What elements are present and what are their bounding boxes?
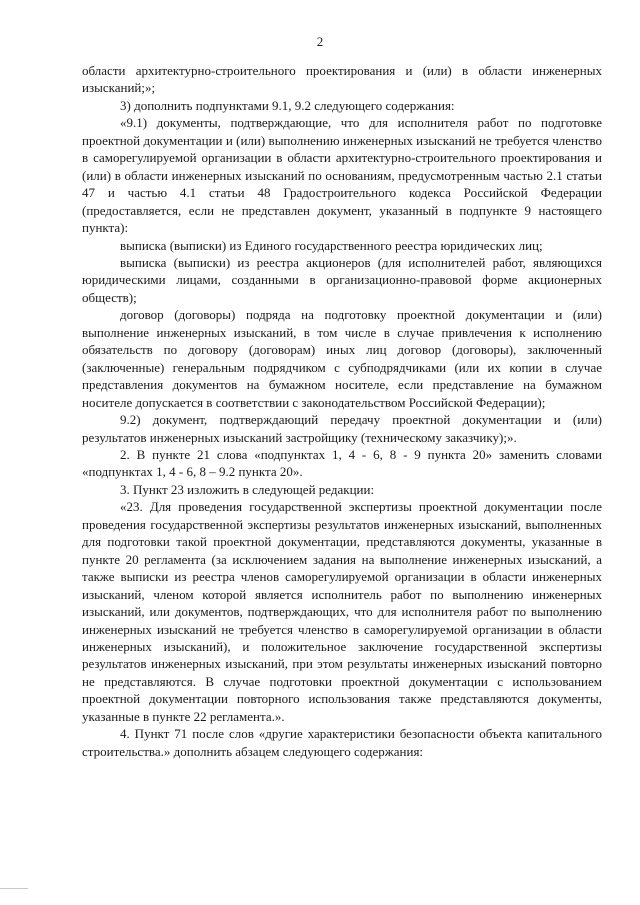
paragraph-subitem-9-1: «9.1) документы, подтверждающие, что для исполнителя работ по подготовке проектной документации и (или) выполнению инженерных изысканий не требуется членство в саморегулируемой организации в области архитектурно-строительного проектирования и (или) в области инженерных изысканий по основаниям, предусмотренным частью 2.1 статьи 47 и частью 4.1 статьи 48 Градостроительного кодекса Российской Федерации (предоставляется, если не представлен документ, указанный в подпункте 9 настоящего пункта): <box>82 115 602 236</box>
paragraph-contracts: договор (договоры) подряда на подготовку проектной документации и (или) выполнение инженерных изысканий, в том числе в случае привлечения к исполнению обязательств по договору (договорам) иных лиц договор (договоры), заключенный (заключенные) генеральным подрядчиком с субподрядчиками (или их копии в случае представления документов на бумажном носителе, если представление на бумажном носителе допускается в соответствии с законодательством Российской Федерации); <box>82 307 602 410</box>
scan-edge-mark <box>0 888 28 889</box>
document-body <box>82 62 602 760</box>
paragraph-item-23: «23. Для проведения государственной экспертизы проектной документации после проведения государственной экспертизы результатов инженерных изысканий, выполненных для подготовки такой проектной документации, представляются документы, указанные в пункте 20 регламента (за исключением задания на выполнение инженерных изысканий, а также выписки из реестра членов саморегулируемой организации в области инженерных изысканий, членом которой является исполнитель работ по выполнению инженерных изысканий, или документов, подтверждающих, что для исполнителя работ по выполнению инженерных изысканий не требуется членство в саморегулируемой организации в области инженерных изысканий), и положительное заключение государственной экспертизы результатов инженерных изысканий, при этом результаты инженерных изысканий повторно не представляются. В случае подготовки проектной документации с использованием проектной документации повторного использования также представляются документы, указанные в пункте 22 регламента.». <box>82 499 602 724</box>
paragraph-point-2: 2. В пункте 21 слова «подпунктах 1, 4 - 6, 8 - 9 пункта 20» заменить словами «подпунктах 1, 4 - 6, 8 – 9.2 пункта 20». <box>82 446 602 480</box>
paragraph-extract-egrul: выписка (выписки) из Единого государственного реестра юридических лиц; <box>120 237 543 253</box>
page-number: 2 <box>316 34 324 49</box>
paragraph-point-4: 4. Пункт 71 после слов «другие характеристики безопасности объекта капитального строительства.» дополнить абзацем следующего содержания: <box>82 726 602 759</box>
paragraph-continuation: области архитектурно-строительного проектирования и (или) в области инженерных изысканий;»; <box>82 63 602 96</box>
paragraph-item-3: 3) дополнить подпунктами 9.1, 9.2 следующего содержания: <box>120 97 455 113</box>
paragraph-extract-shareholders: выписка (выписки) из реестра акционеров (для исполнителей работ, являющихся юридическими лицами, созданными в организационно-правовой форме акционерных обществ); <box>82 254 602 305</box>
paragraph-point-3: 3. Пункт 23 изложить в следующей редакции: <box>120 481 375 497</box>
paragraph-subitem-9-2: 9.2) документ, подтверждающий передачу проектной документации и (или) результатов инженерных изысканий застройщику (техническому заказчику);». <box>82 412 602 445</box>
